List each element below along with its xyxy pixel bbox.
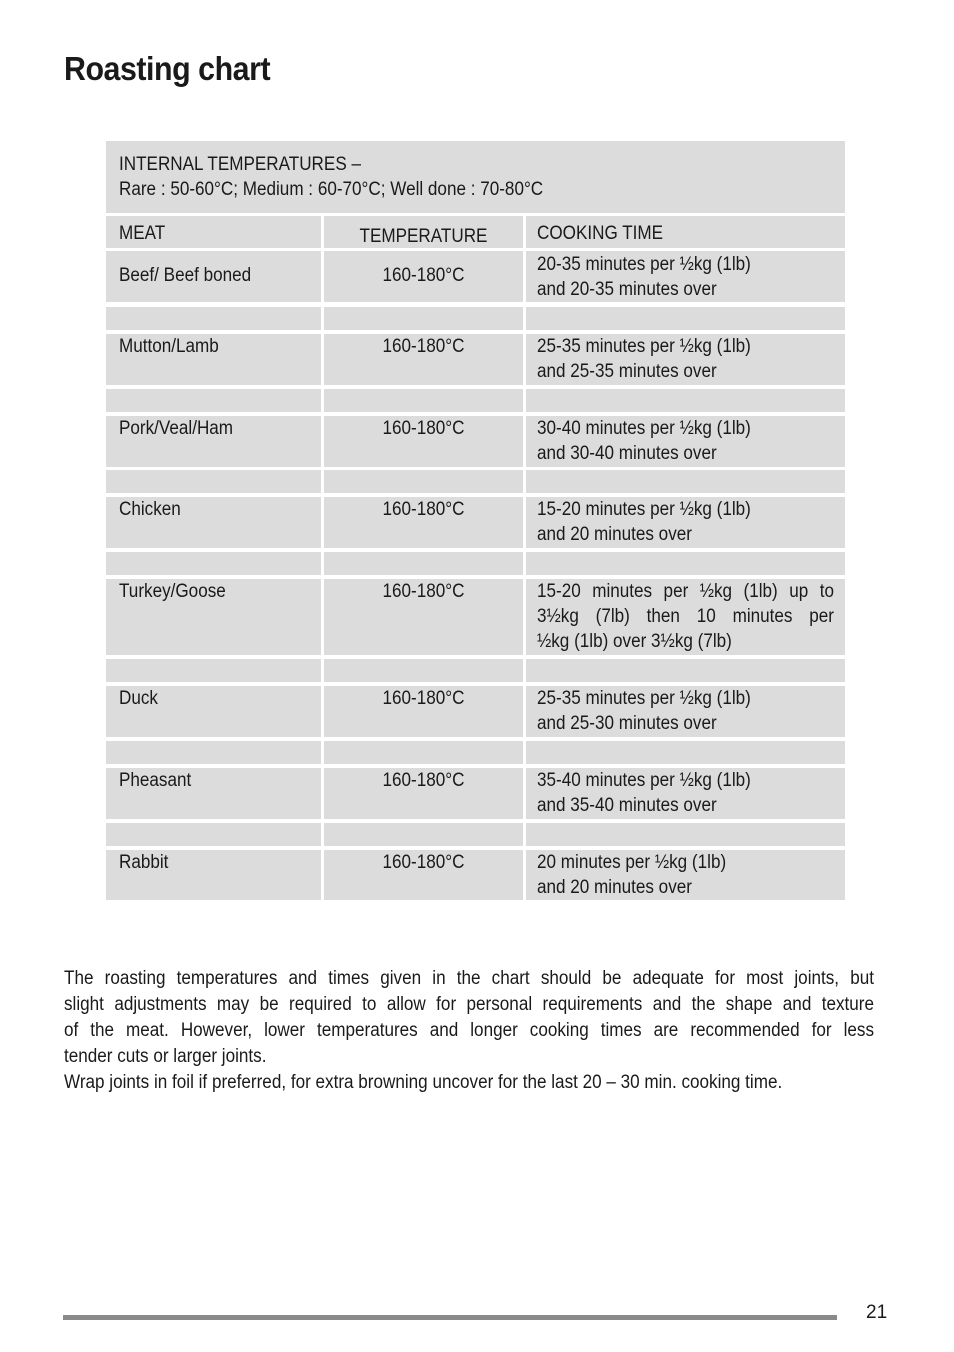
spacer-cell — [526, 823, 845, 846]
cooking-time-cell: 15-20 minutes per ½kg (1lb) up to 3½kg (7lb) then 10 minutes per ½kg (1lb) over 3½kg (7lb) — [526, 579, 845, 655]
spacer-cell — [324, 552, 523, 575]
cooking-time-cell: 20-35 minutes per ½kg (1lb) and 20-35 minutes over — [526, 251, 845, 302]
roasting-notes — [64, 966, 874, 1096]
temperature-cell: 160-180°C — [324, 334, 523, 385]
meat-cell: Duck — [106, 686, 321, 737]
spacer-cell — [526, 470, 845, 493]
cooking-time-cell: 15-20 minutes per ½kg (1lb) and 20 minutes over — [526, 497, 845, 548]
spacer-cell — [324, 470, 523, 493]
header-meat: MEAT — [106, 216, 321, 248]
spacer-cell — [324, 659, 523, 682]
spacer-cell — [106, 552, 321, 575]
spacer-cell — [324, 389, 523, 412]
meat-cell: Turkey/Goose — [106, 579, 321, 655]
meat-cell: Chicken — [106, 497, 321, 548]
spacer-cell — [106, 470, 321, 493]
spacer-cell — [526, 307, 845, 330]
temperature-cell: 160-180°C — [324, 768, 523, 819]
internal-temperatures-heading: INTERNAL TEMPERATURES – — [119, 154, 361, 175]
header-cooking-time: COOKING TIME — [526, 216, 845, 248]
temperature-cell: 160-180°C — [324, 251, 523, 302]
meat-cell: Pheasant — [106, 768, 321, 819]
spacer-cell — [526, 741, 845, 764]
page-title: Roasting chart — [64, 50, 271, 87]
cooking-time-cell: 25-35 minutes per ½kg (1lb) and 25-30 minutes over — [526, 686, 845, 737]
spacer-cell — [106, 823, 321, 846]
meat-cell: Pork/Veal/Ham — [106, 416, 321, 467]
page-number: 21 — [866, 1302, 888, 1323]
cooking-time-cell: 20 minutes per ½kg (1lb) and 20 minutes over — [526, 850, 845, 900]
spacer-cell — [526, 659, 845, 682]
cooking-time-cell: 30-40 minutes per ½kg (1lb) and 30-40 minutes over — [526, 416, 845, 467]
footer-rule — [63, 1315, 837, 1320]
temperature-cell: 160-180°C — [324, 497, 523, 548]
meat-cell: Rabbit — [106, 850, 321, 900]
meat-cell: Beef/ Beef boned — [106, 251, 321, 302]
spacer-cell — [106, 741, 321, 764]
spacer-cell — [106, 307, 321, 330]
cooking-time-cell: 25-35 minutes per ½kg (1lb) and 25-35 minutes over — [526, 334, 845, 385]
adjustment-paragraph: The roasting temperatures and times given in the chart should be adequate for most joints, but slight adjustments may be required to allow for personal requirements and the shape and texture of the meat. However, lower temperatures and longer cooking times are recommended for less tender cuts or larger joints. — [64, 968, 874, 1067]
temperature-cell: 160-180°C — [324, 850, 523, 900]
header-temperature: TEMPERATURE — [324, 216, 523, 248]
meat-cell: Mutton/Lamb — [106, 334, 321, 385]
spacer-cell — [526, 389, 845, 412]
temperature-cell: 160-180°C — [324, 579, 523, 655]
wrap-note: Wrap joints in foil if preferred, for extra browning uncover for the last 20 – 30 min. cooking time. — [64, 1072, 783, 1093]
spacer-cell — [106, 389, 321, 412]
spacer-cell — [324, 823, 523, 846]
internal-temperatures-box — [106, 141, 845, 213]
temperature-cell: 160-180°C — [324, 686, 523, 737]
spacer-cell — [324, 741, 523, 764]
temperature-cell: 160-180°C — [324, 416, 523, 467]
doneness-temperatures: Rare : 50-60°C; Medium : 60-70°C; Well done : 70-80°C — [119, 179, 544, 200]
spacer-cell — [526, 552, 845, 575]
cooking-time-cell: 35-40 minutes per ½kg (1lb) and 35-40 minutes over — [526, 768, 845, 819]
spacer-cell — [106, 659, 321, 682]
spacer-cell — [324, 307, 523, 330]
